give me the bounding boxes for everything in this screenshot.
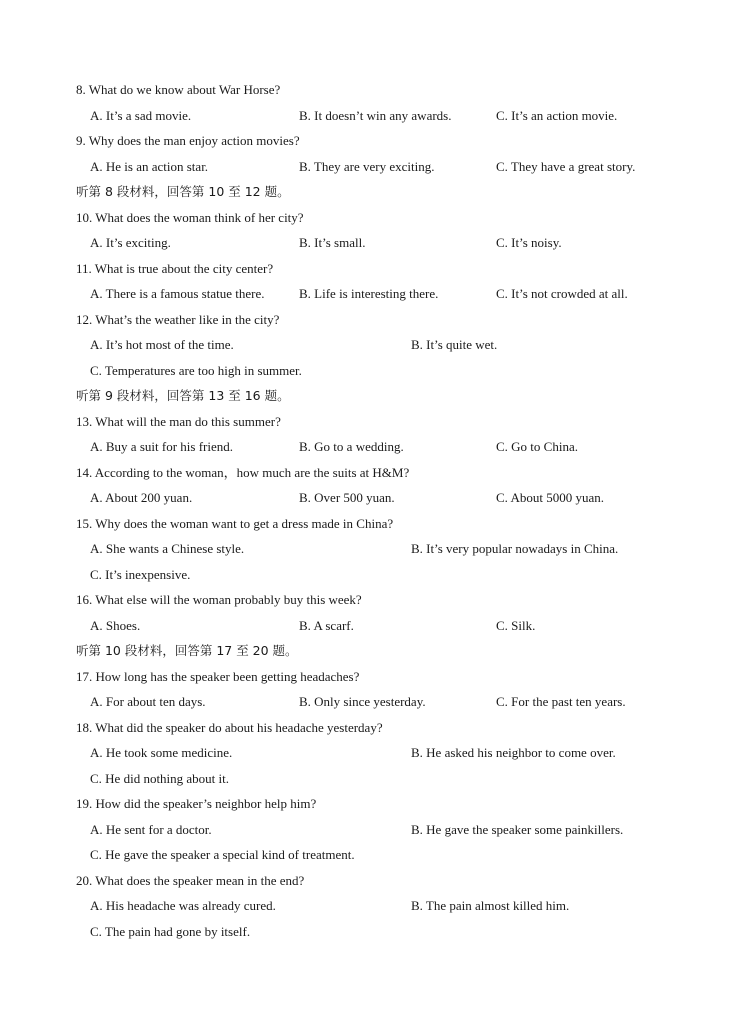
question-text: 17. How long has the speaker been getting headaches? xyxy=(76,668,360,684)
question-text: 9. Why does the man enjoy action movies? xyxy=(76,133,300,148)
section-heading: 听第 9 段材料，回答第 13 至 16 题。 xyxy=(76,388,290,403)
answer-option: B. He gave the speaker some painkillers. xyxy=(411,821,624,837)
section-heading: 听第 8 段材料，回答第 10 至 12 题。 xyxy=(76,184,290,199)
question-row xyxy=(0,310,744,330)
options-row xyxy=(0,233,744,253)
answer-option: B. They are very exciting. xyxy=(299,158,435,174)
answer-option: B. Life is interesting there. xyxy=(299,286,439,301)
answer-option: B. It’s small. xyxy=(299,235,366,250)
answer-option: A. Shoes. xyxy=(90,617,141,633)
question-row xyxy=(0,718,744,738)
answer-option: B. It doesn’t win any awards. xyxy=(299,107,452,123)
question-row xyxy=(0,412,744,432)
answer-option: C. Silk. xyxy=(496,617,536,633)
options-row xyxy=(0,437,744,457)
options-row xyxy=(0,896,744,916)
options-row xyxy=(0,922,744,942)
options-row xyxy=(0,106,744,126)
options-row xyxy=(0,488,744,508)
options-row xyxy=(0,820,744,840)
question-row xyxy=(0,590,744,610)
answer-option: C. It’s inexpensive. xyxy=(90,566,191,582)
question-text: 15. Why does the woman want to get a dress made in China? xyxy=(76,515,394,531)
question-text: 14. According to the woman，how much are the suits at H&M? xyxy=(76,464,410,480)
answer-option: A. There is a famous statue there. xyxy=(90,286,265,301)
answer-option: A. He took some medicine. xyxy=(90,745,233,760)
answer-option: A. Buy a suit for his friend. xyxy=(90,439,233,454)
question-text: 16. What else will the woman probably buy this week? xyxy=(76,592,362,607)
options-row xyxy=(0,157,744,177)
question-row xyxy=(0,463,744,483)
options-row xyxy=(0,335,744,355)
question-text: 11. What is true about the city center? xyxy=(76,260,274,276)
question-text: 13. What will the man do this summer? xyxy=(76,413,281,429)
answer-option: A. It’s hot most of the time. xyxy=(90,337,234,352)
question-row xyxy=(0,794,744,814)
options-row xyxy=(0,845,744,865)
question-text: 10. What does the woman think of her city? xyxy=(76,209,304,225)
question-text: 12. What’s the weather like in the city? xyxy=(76,311,280,327)
question-row xyxy=(0,871,744,891)
answer-option: C. It’s not crowded at all. xyxy=(496,286,628,301)
answer-option: B. Over 500 yuan. xyxy=(299,490,395,505)
question-row xyxy=(0,514,744,534)
section-heading: 听第 10 段材料，回答第 17 至 20 题。 xyxy=(76,643,298,658)
answer-option: A. His headache was already cured. xyxy=(90,898,276,913)
answer-option: C. Go to China. xyxy=(496,439,578,454)
section-heading-row xyxy=(0,386,744,406)
options-row xyxy=(0,743,744,763)
answer-option: C. For the past ten years. xyxy=(496,694,626,709)
answer-option: B. It’s very popular nowadays in China. xyxy=(411,541,619,556)
options-row xyxy=(0,565,744,585)
options-row xyxy=(0,361,744,381)
answer-option: C. He did nothing about it. xyxy=(90,770,230,786)
answer-option: C. It’s noisy. xyxy=(496,235,562,250)
question-row xyxy=(0,208,744,228)
answer-option: A. It’s exciting. xyxy=(90,235,171,250)
question-row xyxy=(0,131,744,151)
answer-option: C. Temperatures are too high in summer. xyxy=(90,362,302,378)
options-row xyxy=(0,539,744,559)
question-text: 20. What does the speaker mean in the end? xyxy=(76,872,305,888)
options-row xyxy=(0,284,744,304)
answer-option: C. About 5000 yuan. xyxy=(496,490,604,505)
options-row xyxy=(0,769,744,789)
answer-option: A. She wants a Chinese style. xyxy=(90,541,245,556)
answer-option: C. They have a great story. xyxy=(496,158,636,174)
answer-option: A. For about ten days. xyxy=(90,694,206,709)
answer-option: C. He gave the speaker a special kind of treatment. xyxy=(90,847,355,862)
options-row xyxy=(0,692,744,712)
options-row xyxy=(0,616,744,636)
answer-option: A. About 200 yuan. xyxy=(90,490,193,505)
question-text: 18. What did the speaker do about his headache yesterday? xyxy=(76,719,383,735)
answer-option: C. It’s an action movie. xyxy=(496,107,618,123)
section-heading-row xyxy=(0,182,744,202)
question-row xyxy=(0,259,744,279)
answer-option: B. He asked his neighbor to come over. xyxy=(411,745,616,760)
answer-option: C. The pain had gone by itself. xyxy=(90,923,251,939)
answer-option: B. The pain almost killed him. xyxy=(411,898,570,913)
answer-option: B. A scarf. xyxy=(299,617,354,633)
answer-option: A. He sent for a doctor. xyxy=(90,821,212,837)
answer-option: B. Go to a wedding. xyxy=(299,439,404,454)
section-heading-row xyxy=(0,641,744,661)
question-row xyxy=(0,667,744,687)
question-text: 8. What do we know about War Horse? xyxy=(76,82,281,97)
answer-option: B. It’s quite wet. xyxy=(411,337,498,352)
answer-option: A. It’s a sad movie. xyxy=(90,107,192,123)
question-text: 19. How did the speaker’s neighbor help him? xyxy=(76,796,317,811)
answer-option: B. Only since yesterday. xyxy=(299,694,426,709)
question-row xyxy=(0,80,744,100)
answer-option: A. He is an action star. xyxy=(90,158,209,174)
